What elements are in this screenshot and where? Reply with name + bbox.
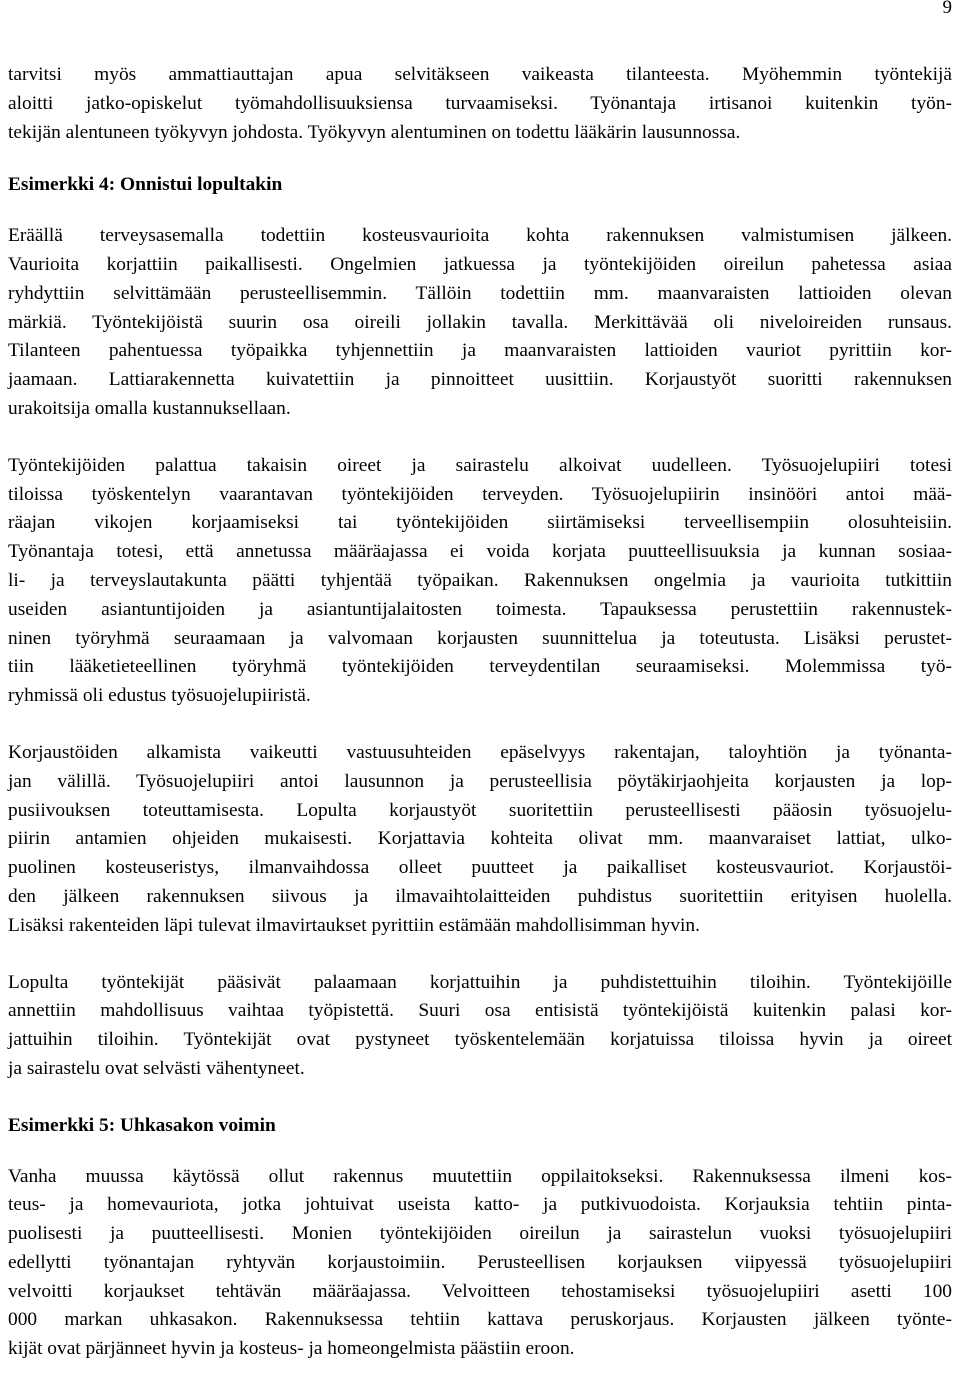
text-line: puolisesti ja puutteellisesti. Monien työntekijöiden oireilun ja sairastelun vuoksi työsuojelupiiri <box>8 1223 952 1245</box>
paragraph <box>8 969 952 1084</box>
section-heading: Esimerkki 4: Onnistui lopultakin <box>8 174 283 196</box>
text-line: den jälkeen rakennuksen siivous ja ilmavaihtolaitteiden puhdistus suoritettiin erityisen huolella. <box>8 885 952 907</box>
text-line: kijät ovat pärjänneet hyvin ja kosteus- ja homeongelmista päästiin eroon. <box>8 1338 575 1360</box>
text-line: Eräällä terveysasemalla todettiin kosteusvaurioita kohta rakennuksen valmistumisen jälkeen. <box>8 225 952 247</box>
text-line: teus- ja homevauriota, jotka johtuivat useista katto- ja putkivuodoista. Korjauksia tehtiin pinta- <box>8 1194 952 1216</box>
text-line: räajan vikojen korjaamiseksi tai työntekijöiden siirtämiseksi terveellisempiin olosuhteisiin. <box>8 512 952 534</box>
text-line: Lisäksi rakenteiden läpi tulevat ilmavirtaukset pyrittiin estämään mahdollisimman hyvin. <box>8 914 700 936</box>
text-line: edellytti työnantajan ryhtyvän korjaustoimiin. Perusteellisen korjauksen viipyessä työsuojelupiiri <box>8 1251 952 1273</box>
text-line: tiin lääketieteellinen työryhmä työntekijöiden terveydentilan seuraamiseksi. Molemmissa työ- <box>8 656 952 678</box>
page-number: 9 <box>942 0 952 18</box>
text-line: urakoitsija omalla kustannuksellaan. <box>8 397 291 419</box>
text-line: tarvitsi myös ammattiauttajan apua selvitäkseen vaikeasta tilanteesta. Myöhemmin työntekijä <box>8 64 952 85</box>
text-line: useiden asiantuntijoiden ja asiantuntijalaitosten toimesta. Tapauksessa perustettiin rakennustek- <box>8 598 952 620</box>
paragraph <box>8 739 952 941</box>
text-line: jan välillä. Työsuojelupiiri antoi lausunnon ja perusteellisia pöytäkirjaohjeita korjausten ja lop- <box>8 770 952 792</box>
text-line: pusiivouksen toteuttamisesta. Lopulta korjaustyöt suoritettiin perusteellisesti pääosin työsuojelu- <box>8 799 952 821</box>
text-line: annettiin mahdollisuus vaihtaa työpistettä. Suuri osa entisistä työntekijöistä kuitenkin palasi kor- <box>8 1000 952 1022</box>
text-line: 000 markan uhkasakon. Rakennuksessa tehtiin kattava peruskorjaus. Korjausten jälkeen työnte- <box>8 1309 952 1331</box>
text-line: tiloissa työskentelyn vaarantavan työntekijöiden terveyden. Työsuojelupiirin insinööri antoi mää- <box>8 483 952 505</box>
text-line: li- ja terveyslautakunta päätti tyhjentää työpaikan. Rakennuksen ongelmia ja vaurioita tutkittiin <box>8 569 952 591</box>
text-line: Vanha muussa käytössä ollut rakennus muutettiin oppilaitokseksi. Rakennuksessa ilmeni kos- <box>8 1165 952 1187</box>
paragraph <box>8 61 952 147</box>
document-body <box>8 61 952 1392</box>
text-line: Työnantaja totesi, että annetussa määräajassa ei voida korjata puutteellisuuksia ja kunnan sosiaa- <box>8 541 952 563</box>
text-line: märkiä. Työntekijöistä suurin osa oireili jollakin tavalla. Merkittävää oli niveloireiden runsaus. <box>8 311 952 333</box>
text-line: Lopulta työntekijät pääsivät palaamaan korjattuihin ja puhdistettuihin tiloihin. Työntekijöille <box>8 971 952 993</box>
text-line: ninen työryhmä seuraamaan ja valvomaan korjausten suunnittelua ja toteutusta. Lisäksi perustet- <box>8 627 952 649</box>
text-line: Vaurioita korjattiin paikallisesti. Ongelmien jatkuessa ja työntekijöiden oireilun pahetessa asiaa <box>8 253 952 275</box>
text-line: ja sairastelu ovat selvästi vähentyneet. <box>8 1057 305 1079</box>
text-line: velvoitti korjaukset tehtävän määräajassa. Velvoitteen tehostamiseksi työsuojelupiiri asetti 100 <box>8 1280 952 1302</box>
paragraph <box>8 222 952 424</box>
text-line: ryhdyttiin selvittämään perusteellisemmin. Tällöin todettiin mm. maanvaraisten lattioiden olevan <box>8 282 952 304</box>
text-line: tekijän alentuneen työkyvyn johdosta. Työkyvyn alentuminen on todettu lääkärin lausunnossa. <box>8 121 741 143</box>
paragraph <box>8 452 952 711</box>
text-line: Korjaustöiden alkamista vaikeutti vastuusuhteiden epäselvyys rakentajan, taloyhtiön ja työnanta- <box>8 741 952 763</box>
text-line: jattuihin tiloihin. Työntekijät ovat pystyneet työskentelemään korjatuissa tiloissa hyvin ja oireet <box>8 1029 952 1051</box>
text-line: puolinen kosteuseristys, ilmanvaihdossa olleet puutteet ja paikalliset kosteusvauriot. Korjaustöi- <box>8 857 952 879</box>
section-heading: Esimerkki 5: Uhkasakon voimin <box>8 1114 276 1136</box>
text-line: aloitti jatko-opiskelut työmahdollisuuksiensa turvaamiseksi. Työnantaja irtisanoi kuitenkin työn- <box>8 92 952 114</box>
paragraph <box>8 1163 952 1365</box>
text-line: piirin antamien ohjeiden mukaisesti. Korjattavia kohteita olivat mm. maanvaraiset lattiat, ulko- <box>8 828 952 850</box>
text-line: jaamaan. Lattiarakennetta kuivatettiin ja pinnoitteet uusittiin. Korjaustyöt suoritti rakennuksen <box>8 369 952 391</box>
text-line: ryhmissä oli edustus työsuojelupiiristä. <box>8 685 311 707</box>
text-line: Tilanteen pahentuessa työpaikka tyhjennettiin ja maanvaraisten lattioiden vauriot pyrittiin kor- <box>8 340 952 362</box>
text-line: Työntekijöiden palattua takaisin oireet ja sairastelu alkoivat uudelleen. Työsuojelupiiri totesi <box>8 454 952 476</box>
